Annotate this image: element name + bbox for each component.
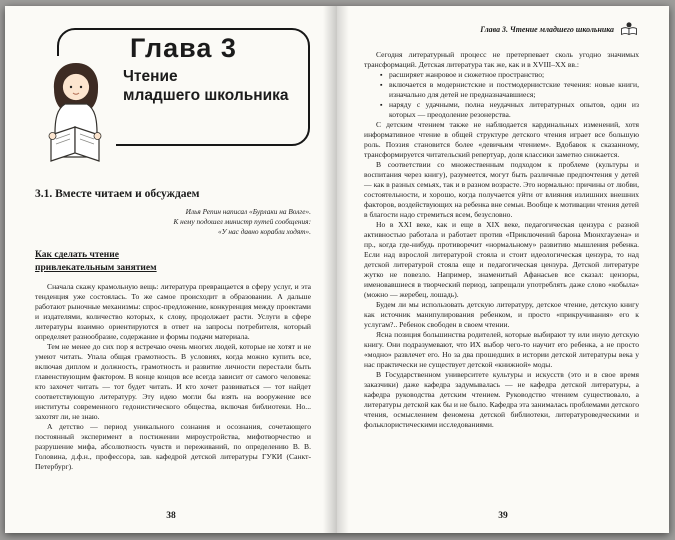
chapter-title-line1: Чтение (123, 68, 178, 85)
reading-child-icon (619, 21, 639, 37)
page-number-left: 38 (166, 511, 176, 521)
book-spread (5, 6, 669, 533)
bullet-item (380, 70, 639, 80)
chapter-header (35, 26, 311, 178)
running-head (364, 21, 639, 37)
bullet-text: расширяет жанровое и сюжетное пространство; (389, 70, 545, 79)
paragraph: Ясна позиция большинства родителей, которые выбирают ту или иную детскую книгу. Они подразумевают, что ИХ выбор чего-то научит его ребенка, а не просто «модно» развлечет его. Но за два прошедших в истории детской литературы века у нас практически не существует детской «книжной» моды. (364, 330, 639, 369)
paragraph: Будем ли мы использовать детскую литературу, детское чтение, детскую книгу как источник манипулирования ребенком, и просто «прикручивания» его к услугам?.. Ребенок свободен в своем чтении. (364, 300, 639, 329)
paragraph: В Государственном университете культуры и искусств (это и в свое время заказчики) даже кафедра задумывалась — не кафедра детской литературы, а кафедра руководства детским чтением. Руководство чтением существовало, а литературы детской как бы и не было. Кафедра эта занималась проблемами детского чтения, осмыслением феномена детской библиотеки, литературоведческими и фольклористическими исследованиями. (364, 370, 639, 429)
section-heading: 3.1. Вместе читаем и обсуждаем (35, 188, 200, 200)
paragraph: Тем не менее до сих пор я встречаю очень многих людей, которые не хотят и не умеют читать. Упала общая грамотность. В условиях, когда можно купить все, включая диплом и должность, грамотность и развитие личности перестали быть главенствующим фактором. В конце концов все всегда зависит от самого человека: кто захочет читать — тот будет читать. И кто хочет развиваться — тот найдет соответствующую литературу. Эту идею могли бы взять на вооружение все институты современного гедонистического общества, включая библиотеки. Но... захотят ли, не знаю. (35, 342, 311, 422)
epigraph-line: «У нас давно корабли ходят». (218, 226, 311, 236)
page-right (337, 6, 669, 533)
paragraph: А детство — период уникального сознания и осознания, сочетающего постоянный эксперимент в постижении мироустройства, мифотворчество и разрушение мифа, абсолютность чувств и переживаний, по определению В. В. Головина, д.ф.н., профессора, зав. кафедрой детской литературы ГУКИ (Санкт-Петербург). (35, 422, 311, 472)
epigraph (35, 207, 311, 236)
bullet-list (380, 70, 639, 120)
epigraph-line: К нему подошел министр путей сообщения: (173, 216, 311, 226)
chapter-number: Глава 3 (130, 33, 237, 63)
paragraph: В соответствии со множественным подходом к проблеме (культуры и воспитания через книгу), разумеется, могут быть различные предпочтения у детей — как в разных семьях, так и в разном возрасте. Это нормально: причины от любви, состоятельности, и хорошо, когда получается уйти от влияния излишних внешних факторов, воздействующих на ребенка вне семьи. Вообще к мотивации чтения детей в благости надо стремиться всем, безусловно. (364, 160, 639, 219)
page-number-right: 39 (498, 511, 508, 521)
bullet-text: наряду с удачными, полна неудачных литературных опытов, один из которых — преодоление резонерства. (389, 100, 639, 119)
paragraph: Но в XXI веке, как и еще в XIX веке, педагогическая цензура с разной активностью работала и работает против «Приключений барона Мюнхгаузена» и пр., когда где-нибудь противоречит «нормальному» развитию мышления ребенка. Если над взрослой литературой стояла и стоит идеологическая цензура, то над детской литературой стояла еще и педагогическая цензура. Детской литературе жутко не повезло. Например, знаменитый Афанасьев все сказал: цензоры, именовавшиеся в творческий период, запрещали употреблять даже слово «кобыла» (можно — жеребец, лошадь). (364, 220, 639, 299)
paragraph: Сегодня литературный процесс не претерпевает сколь угодно значимых трансформаций. Детская литература так же, как и в XVIII–XX вв.: (364, 50, 639, 69)
paragraph: С детским чтением также не наблюдается кардинальных изменений, хотя информативное чтение в общей структуре детского чтения играет все большую роль. Поэзия становится более «девичьим чтением». Вдобавок к сказанному, трансформируется читательский репертуар, доля классики заметно снижается. (364, 120, 639, 159)
reading-child-illustration (36, 56, 116, 176)
subheading-line2: привлекательным занятием (35, 263, 157, 274)
epigraph-line: Илья Репин написал «Бурлаки на Волге». (185, 207, 311, 216)
subheading (35, 249, 311, 275)
paragraph: Сначала скажу крамольную вещь: литература превращается в сферу услуг, и эта тенденция уже состоялась. То же самое происходит в образовании. А дальше работают рыночные механизмы: спрос-предложение, конкуренция между проектами и издателями, количество которых, к слову, продолжает расти. Услуги в сфере литературы взаимно ориентируются в ответ на запросы потребителя, который определяет разнообразие, содержание и формы подачи материала. (35, 282, 311, 342)
bullet-item (380, 80, 639, 100)
chapter-title-line2: младшего школьника (123, 87, 289, 104)
running-head-text: Глава 3. Чтение младшего школьника (480, 24, 614, 34)
bullet-text: включается в модернистские и постмодернистские течения: новые книги, изначально для детей не предназначавшиеся; (389, 80, 639, 99)
subheading-line1: Как сделать чтение (35, 250, 119, 261)
page-left (5, 6, 337, 533)
bullet-item (380, 100, 639, 120)
chapter-title (123, 67, 308, 105)
